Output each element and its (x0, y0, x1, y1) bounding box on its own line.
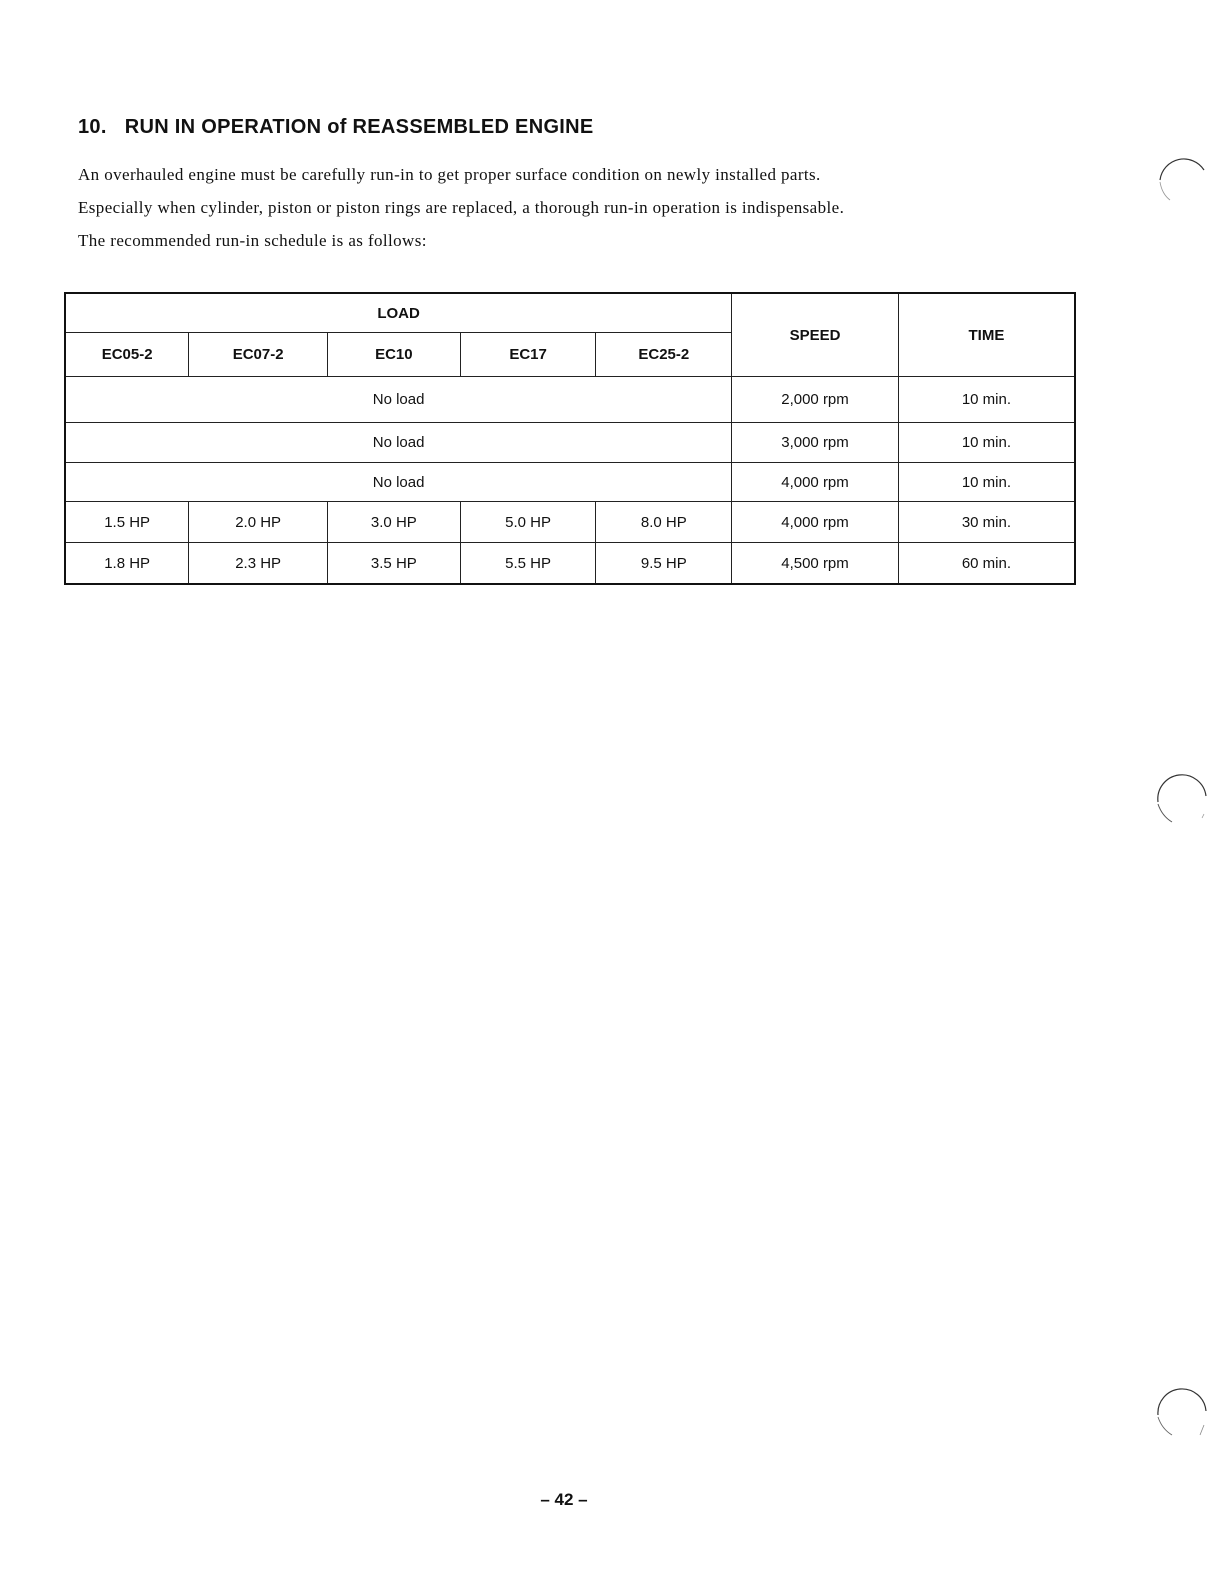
load-cell: 2.0 HP (189, 502, 328, 543)
model-header: EC25-2 (596, 333, 732, 377)
model-header: EC07-2 (189, 333, 328, 377)
load-cell: 1.5 HP (65, 502, 189, 543)
intro-paragraph (78, 158, 978, 257)
punch-hole-icon (1152, 1385, 1212, 1445)
table-header-row (65, 293, 1075, 333)
intro-line-3: The recommended run-in schedule is as follows: (78, 231, 427, 250)
time-cell: 30 min. (898, 502, 1075, 543)
time-header: TIME (898, 293, 1075, 377)
speed-cell: 4,500 rpm (732, 543, 899, 585)
intro-line-1: An overhauled engine must be carefully run-in to get proper surface condition on newly installed parts. (78, 165, 821, 184)
punch-hole-icon (1152, 150, 1212, 210)
load-cell: 3.0 HP (327, 502, 460, 543)
load-cell: 3.5 HP (327, 543, 460, 585)
time-cell: 10 min. (898, 423, 1075, 463)
speed-cell: 3,000 rpm (732, 423, 899, 463)
time-cell: 60 min. (898, 543, 1075, 585)
load-cell: No load (65, 463, 732, 502)
table-row (65, 502, 1075, 543)
table-row (65, 543, 1075, 585)
speed-cell: 4,000 rpm (732, 502, 899, 543)
load-cell: 5.5 HP (460, 543, 596, 585)
load-cell: 8.0 HP (596, 502, 732, 543)
load-cell: 2.3 HP (189, 543, 328, 585)
load-cell: No load (65, 423, 732, 463)
model-header: EC10 (327, 333, 460, 377)
table-row (65, 377, 1075, 423)
run-in-schedule-table (64, 292, 1076, 585)
time-cell: 10 min. (898, 463, 1075, 502)
load-cell: No load (65, 377, 732, 423)
speed-header: SPEED (732, 293, 899, 377)
speed-cell: 4,000 rpm (732, 463, 899, 502)
load-cell: 9.5 HP (596, 543, 732, 585)
model-header: EC17 (460, 333, 596, 377)
table-row (65, 423, 1075, 463)
punch-hole-icon (1152, 770, 1212, 830)
intro-line-2: Especially when cylinder, piston or piston rings are replaced, a thorough run-in operation is indispensable. (78, 198, 845, 217)
section-number: 10. (78, 116, 107, 138)
section-heading (78, 116, 594, 139)
load-cell: 5.0 HP (460, 502, 596, 543)
section-title: RUN IN OPERATION of REASSEMBLED ENGINE (124, 116, 594, 138)
page-number: – 42 – (540, 1490, 588, 1509)
model-header: EC05-2 (65, 333, 189, 377)
table-row (65, 463, 1075, 502)
time-cell: 10 min. (898, 377, 1075, 423)
load-cell: 1.8 HP (65, 543, 189, 585)
speed-cell: 2,000 rpm (732, 377, 899, 423)
load-header: LOAD (65, 293, 732, 333)
